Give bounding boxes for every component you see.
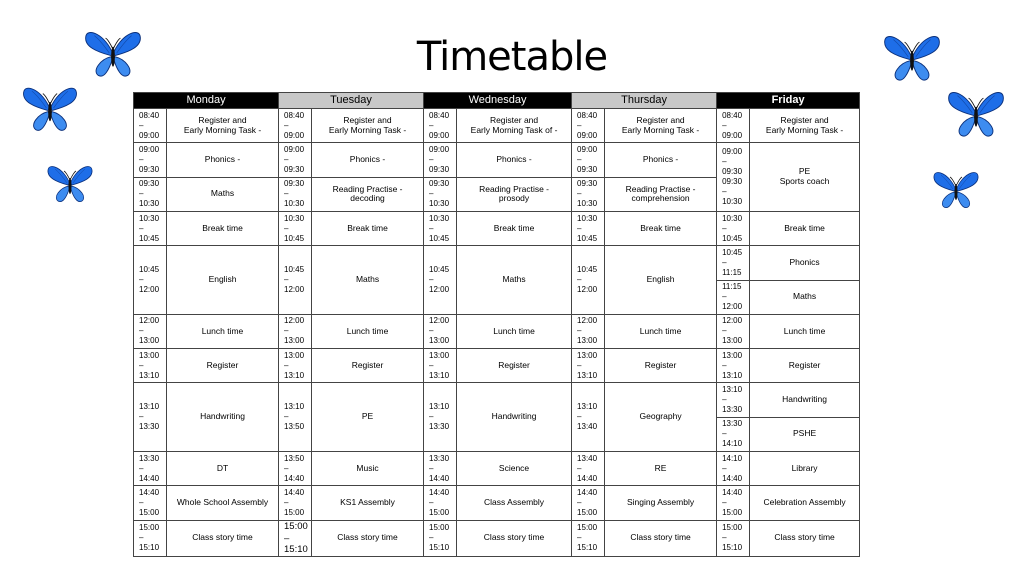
header-row [134,93,860,109]
lesson-cell: Lunch time [605,314,717,348]
time-cell: 13:00 – 13:10 [279,349,312,383]
table-row [134,349,860,383]
lesson-cell: Break time [457,211,572,245]
time-cell: 15:00 – 15:10 [572,520,605,557]
time-cell: 15:00 – 15:10 [717,520,750,557]
lesson-cell: Whole School Assembly [167,486,279,520]
time-cell: 09:00 – 09:30 [134,143,167,177]
time-cell: 10:30 – 10:45 [134,211,167,245]
time-cell: 13:00 – 13:10 [572,349,605,383]
lesson-cell: Break time [312,211,424,245]
time-cell: 14:40 – 15:00 [424,486,457,520]
lesson-cell: Phonics - [167,143,279,177]
lesson-cell: Maths [167,177,279,211]
lesson-cell: Break time [605,211,717,245]
time-cell: 10:30 – 10:45 [572,211,605,245]
lesson-cell: Library [750,451,860,485]
butterfly-icon [930,164,982,214]
lesson-cell: English [167,246,279,315]
lesson-cell: Maths [457,246,572,315]
day-header-monday: Monday [134,93,279,109]
time-cell: 13:10 – 13:30 [134,383,167,452]
lesson-cell: RE [605,451,717,485]
lesson-cell: Class story time [605,520,717,557]
lesson-cell: Phonics - [457,143,572,177]
time-cell: 08:40 – 09:00 [572,109,605,143]
butterfly-icon [44,158,96,208]
lesson-cell: Register and Early Morning Task - [167,109,279,143]
lesson-cell: PSHE [750,417,860,451]
table-row [134,211,860,245]
lesson-cell: PE Sports coach [750,143,860,212]
time-cell: 12:00 – 13:00 [134,314,167,348]
lesson-cell: Class story time [750,520,860,557]
time-cell: 14:10 – 14:40 [717,451,750,485]
lesson-cell: Class story time [457,520,572,557]
lesson-cell: Register [605,349,717,383]
lesson-cell: Lunch time [167,314,279,348]
lesson-cell: Maths [312,246,424,315]
lesson-cell: Register [457,349,572,383]
lesson-cell: Maths [750,280,860,314]
table-row [134,486,860,520]
lesson-cell: Break time [750,211,860,245]
lesson-cell: KS1 Assembly [312,486,424,520]
day-header-thursday: Thursday [572,93,717,109]
time-cell: 08:40 – 09:00 [717,109,750,143]
time-cell: 13:10 – 13:40 [572,383,605,452]
time-cell: 08:40 – 09:00 [134,109,167,143]
lesson-cell: Phonics - [605,143,717,177]
table-row [134,143,860,177]
time-cell: 15:00 – 15:10 [134,520,167,557]
time-cell: 13:10 – 13:30 [424,383,457,452]
lesson-cell: English [605,246,717,315]
time-cell: 09:30 – 10:30 [134,177,167,211]
time-cell: 08:40 – 09:00 [424,109,457,143]
lesson-cell: Register and Early Morning Task - [312,109,424,143]
time-cell: 10:30 – 10:45 [717,211,750,245]
lesson-cell: Geography [605,383,717,452]
time-cell: 09:00 – 09:30 [572,143,605,177]
lesson-cell: Lunch time [750,314,860,348]
day-header-tuesday: Tuesday [279,93,424,109]
lesson-cell: Register [750,349,860,383]
time-cell: 11:15 – 12:00 [717,280,750,314]
time-cell: 13:30 – 14:40 [424,451,457,485]
time-cell: 10:45 – 12:00 [279,246,312,315]
lesson-cell: Reading Practise - prosody [457,177,572,211]
time-cell: 15:00 – 15:10 [424,520,457,557]
time-cell: 10:45 – 12:00 [572,246,605,315]
time-cell: 13:00 – 13:10 [424,349,457,383]
lesson-cell: Break time [167,211,279,245]
table-row [134,451,860,485]
table-row [134,383,860,417]
time-cell: 13:40 – 14:40 [572,451,605,485]
time-cell: 10:45 – 12:00 [134,246,167,315]
timetable [133,92,860,557]
time-cell: 09:00 – 09:30 09:30 – 10:30 [717,143,750,212]
time-cell: 09:30 – 10:30 [572,177,605,211]
time-cell: 12:00 – 13:00 [279,314,312,348]
time-cell: 09:00 – 09:30 [279,143,312,177]
lesson-cell: Reading Practise - decoding [312,177,424,211]
lesson-cell: Music [312,451,424,485]
day-header-wednesday: Wednesday [424,93,572,109]
time-cell: 09:00 – 09:30 [424,143,457,177]
time-cell: 10:30 – 10:45 [424,211,457,245]
lesson-cell: PE [312,383,424,452]
time-cell: 13:50 – 14:40 [279,451,312,485]
butterfly-icon [880,26,944,88]
time-cell: 12:00 – 13:00 [424,314,457,348]
time-cell: 10:45 – 11:15 [717,246,750,280]
time-cell: 13:30 – 14:10 [717,417,750,451]
lesson-cell: Handwriting [750,383,860,417]
lesson-cell: Handwriting [457,383,572,452]
time-cell: 08:40 – 09:00 [279,109,312,143]
table-row [134,246,860,280]
lesson-cell: Singing Assembly [605,486,717,520]
lesson-cell: Class Assembly [457,486,572,520]
time-cell: 12:00 – 13:00 [572,314,605,348]
page-title: Timetable [416,34,608,80]
time-cell: 13:10 – 13:30 [717,383,750,417]
lesson-cell: Celebration Assembly [750,486,860,520]
day-header-friday: Friday [717,93,860,109]
time-cell: 13:00 – 13:10 [134,349,167,383]
time-cell: 13:00 – 13:10 [717,349,750,383]
butterfly-icon [944,82,1008,144]
time-cell: 09:30 – 10:30 [424,177,457,211]
time-cell: 14:40 – 15:00 [572,486,605,520]
time-cell: 14:40 – 15:00 [134,486,167,520]
time-cell: 15:00 – 15:10 [279,520,312,557]
table-row [134,314,860,348]
lesson-cell: Register [167,349,279,383]
lesson-cell: Science [457,451,572,485]
lesson-cell: Register and Early Morning Task of - [457,109,572,143]
time-cell: 14:40 – 15:00 [717,486,750,520]
time-cell: 09:30 – 10:30 [279,177,312,211]
lesson-cell: Class story time [167,520,279,557]
lesson-cell: Lunch time [457,314,572,348]
time-cell: 13:30 – 14:40 [134,451,167,485]
time-cell: 13:10 – 13:50 [279,383,312,452]
butterfly-icon [18,78,82,138]
table-row [134,109,860,143]
time-cell: 14:40 – 15:00 [279,486,312,520]
time-cell: 12:00 – 13:00 [717,314,750,348]
lesson-cell: Register and Early Morning Task - [750,109,860,143]
lesson-cell: Register [312,349,424,383]
lesson-cell: Handwriting [167,383,279,452]
table-row [134,520,860,557]
lesson-cell: Lunch time [312,314,424,348]
butterfly-icon [80,22,146,84]
lesson-cell: Register and Early Morning Task - [605,109,717,143]
lesson-cell: Reading Practise - comprehension [605,177,717,211]
lesson-cell: Phonics [750,246,860,280]
lesson-cell: Phonics - [312,143,424,177]
lesson-cell: DT [167,451,279,485]
lesson-cell: Class story time [312,520,424,557]
time-cell: 10:45 – 12:00 [424,246,457,315]
time-cell: 10:30 – 10:45 [279,211,312,245]
